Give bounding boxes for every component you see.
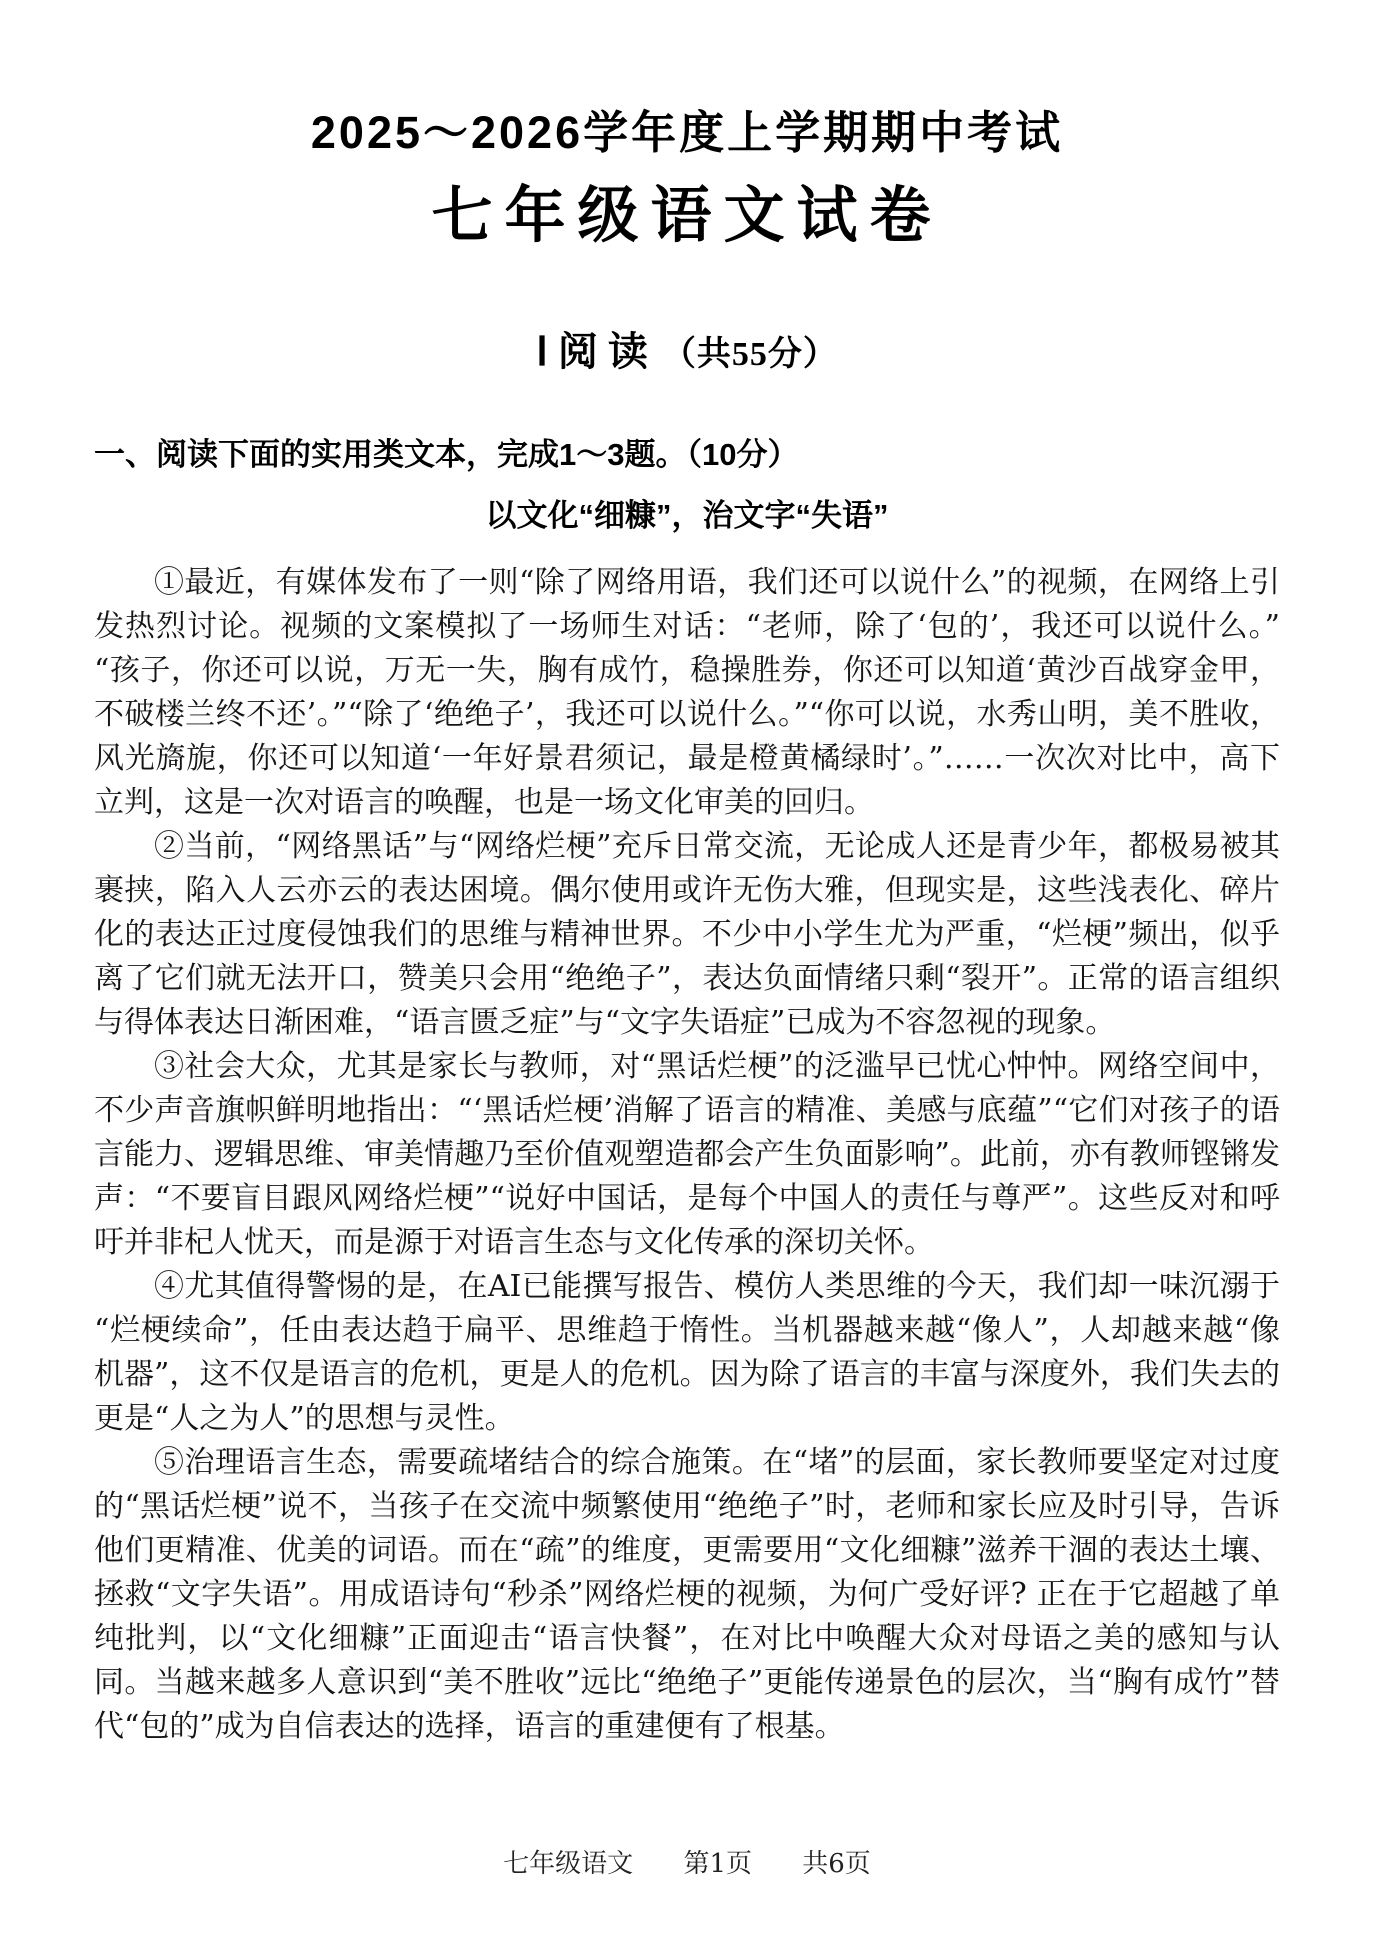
page-footer <box>0 1843 1374 1880</box>
article-paragraph-2: ②当前，“网络黑话”与“网络烂梗”充斥日常交流，无论成人还是青少年，都极易被其裹挟，陷入人云亦云的表达困境。偶尔使用或许无伤大雅，但现实是，这些浅表化、碎片化的表达正过度侵蚀我们的思维与精神世界。不少中小学生尤为严重，“烂梗”频出，似乎离了它们就无法开口，赞美只会用“绝绝子”，表达负面情绪只剩“裂开”。正常的语言组织与得体表达日渐困难，“语言匮乏症”与“文字失语症”已成为不容忽视的现象。 <box>94 829 1280 1040</box>
footer-subject: 七年级语文 <box>503 1849 634 1879</box>
page-content <box>94 0 1280 1749</box>
article-paragraph-3: ③社会大众，尤其是家长与教师，对“黑话烂梗”的泛滥早已忧心忡忡。网络空间中，不少声音旗帜鲜明地指出：“‘黑话烂梗’消解了语言的精准、美感与底蕴”“它们对孩子的语言能力、逻辑思维、审美情趣乃至价值观塑造都会产生负面影响”。此前，亦有教师铿锵发声：“不要盲目跟风网络烂梗”“说好中国话，是每个中国人的责任与尊严”。这些反对和呼吁并非杞人忧天，而是源于对语言生态与文化传承的深切关怀。 <box>94 1049 1280 1260</box>
footer-page-number: 第1页 <box>683 1849 752 1879</box>
article-paragraph-4: ④尤其值得警惕的是，在AI已能撰写报告、模仿人类思维的今天，我们却一味沉溺于“烂梗续命”，任由表达趋于扁平、思维趋于惰性。当机器越来越“像人”，人却越来越“像机器”，这不仅是语言的危机，更是人的危机。因为除了语言的丰富与深度外，我们失去的更是“人之为人”的思想与灵性。 <box>94 1269 1280 1436</box>
footer-total-pages: 共6页 <box>802 1849 871 1879</box>
part-points: （共55分） <box>661 336 838 373</box>
exam-session-title: 2025～2026学年度上学期期中考试 <box>310 107 1064 158</box>
article-title: 以文化“细糠”，治文字“失语” <box>485 498 889 533</box>
paper-title: 七年级语文试卷 <box>431 181 943 249</box>
article-paragraph-1: ①最近，有媒体发布了一则“除了网络用语，我们还可以说什么”的视频，在网络上引发热烈讨论。视频的文案模拟了一场师生对话：“老师，除了‘包的’，我还可以说什么。”“孩子，你还可以说，万无一失，胸有成竹，稳操胜券，你还可以知道‘黄沙百战穿金甲，不破楼兰终不还’。”“除了‘绝绝子’，我还可以说什么。”“你可以说，水秀山明，美不胜收，风光旖旎，你还可以知道‘一年好景君须记，最是橙黄橘绿时’。”……一次次对比中，高下立判，这是一次对语言的唤醒，也是一场文化审美的回归。 <box>94 565 1280 820</box>
part-heading <box>94 320 1280 377</box>
article-paragraph-5: ⑤治理语言生态，需要疏堵结合的综合施策。在“堵”的层面，家长教师要坚定对过度的“黑话烂梗”说不，当孩子在交流中频繁使用“绝绝子”时，老师和家长应及时引导，告诉他们更精准、优美的词语。而在“疏”的维度，更需要用“文化细糠”滋养干涸的表达土壤、拯救“文字失语”。用成语诗句“秒杀”网络烂梗的视频，为何广受好评? 正在于它超越了单纯批判，以“文化细糠”正面迎击“语言快餐”，在对比中唤醒大众对母语之美的感知与认同。当越来越多人意识到“美不胜收”远比“绝绝子”更能传递景色的层次，当“胸有成竹”替代“包的”成为自信表达的选择，语言的重建便有了根基。 <box>94 1445 1280 1744</box>
section-one-heading: 一、阅读下面的实用类文本，完成1～3题。（10分） <box>94 437 799 472</box>
article-body <box>94 561 1280 1749</box>
part-heading-label: Ⅰ 阅 读 <box>536 329 648 374</box>
